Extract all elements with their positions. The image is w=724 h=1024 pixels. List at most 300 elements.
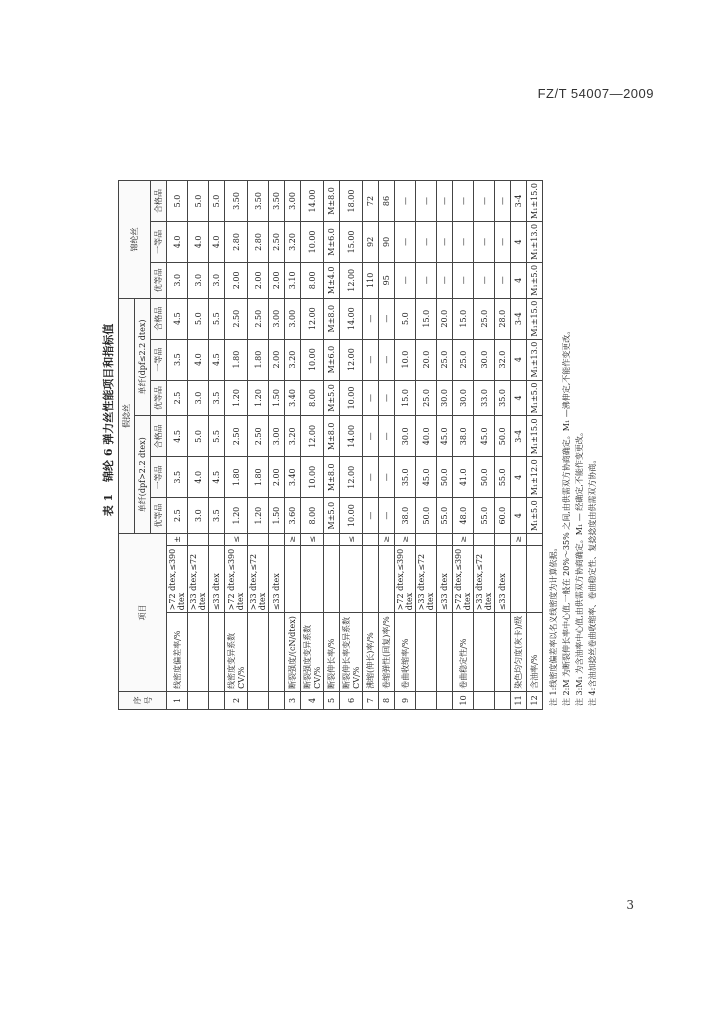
value-cell: — [474,262,495,298]
value-cell: 5.0 [188,416,209,457]
value-cell: 5.0 [395,298,416,339]
value-cell: — [453,181,474,222]
row-seq: 2 [225,691,248,709]
value-cell: 1.50 [269,498,285,534]
row-sign: ≤ [340,534,363,546]
value-cell: 4 [511,221,527,262]
col-false-twist: 假捻丝 [119,298,135,533]
value-cell: — [363,416,379,457]
col-item: 项目 [119,534,167,692]
value-cell: 5.0 [188,181,209,222]
value-cell: — [363,498,379,534]
row-item: 断裂强度/(cN/dtex) [285,613,301,692]
value-cell: 3.00 [285,181,301,222]
value-cell: — [379,498,395,534]
grade-1: 优等品 [151,380,167,416]
value-cell: 55.0 [495,457,511,498]
row-sign: ≤ [225,534,248,546]
value-cell: 3-4 [511,416,527,457]
note-line: 注 3:M₁ 为含油率中心值,由供需双方协商确定。M₁ — 经确定,不能作变更改。 [575,428,584,706]
value-cell: M±8.0 [324,457,340,498]
row-item: 卷缩弹性(回复)率/% [379,613,395,692]
value-cell: 20.0 [416,339,437,380]
value-cell: — [395,262,416,298]
table-row [437,181,453,710]
value-cell: M₁±15.0 [527,298,543,339]
value-cell: 5.0 [209,181,225,222]
row-sub: >72 dtex,≤390 dtex [167,545,188,613]
value-cell: 3.5 [167,339,188,380]
value-cell: 3.20 [285,416,301,457]
row-seq: 6 [340,691,363,709]
value-cell: — [395,181,416,222]
value-cell: M₁±5.0 [527,498,543,534]
value-cell: 3.10 [285,262,301,298]
value-cell: 2.00 [269,262,285,298]
value-cell: 86 [379,181,395,222]
row-sub [324,545,340,613]
value-cell: 25.0 [453,339,474,380]
value-cell: M±8.0 [324,416,340,457]
value-cell: M±6.0 [324,221,340,262]
value-cell: 3.60 [285,498,301,534]
value-cell: — [453,262,474,298]
value-cell: 2.5 [167,498,188,534]
value-cell: 4.0 [188,457,209,498]
value-cell: 4.0 [188,221,209,262]
table-row [379,181,395,710]
value-cell: 3.40 [285,380,301,416]
row-sub: >33 dtex,≤72 dtex [188,545,209,613]
value-cell: — [416,221,437,262]
value-cell: 25.0 [437,339,453,380]
value-cell: 3.50 [225,181,248,222]
row-sub: ≤33 dtex [269,545,285,613]
row-sub: >33 dtex,≤72 dtex [474,545,495,613]
value-cell: — [495,262,511,298]
row-seq [269,691,285,709]
value-cell: — [416,262,437,298]
properties-table [118,180,543,710]
value-cell: — [437,262,453,298]
value-cell: 30.0 [474,339,495,380]
value-cell: 30.0 [395,416,416,457]
value-cell: 25.0 [416,380,437,416]
table-title-text: 锦纶 6 弹力丝性能项目和指标值 [102,323,115,482]
value-cell: 55.0 [437,498,453,534]
row-seq [416,691,437,709]
row-seq: 8 [379,691,395,709]
table-row [511,181,527,710]
value-cell: 55.0 [474,498,495,534]
value-cell: 1.50 [269,380,285,416]
row-item [495,613,511,692]
row-item [474,613,495,692]
value-cell: M₁±5.0 [527,262,543,298]
value-cell: 3.5 [209,380,225,416]
row-seq [248,691,269,709]
value-cell: 3.0 [188,380,209,416]
row-seq: 7 [363,691,379,709]
value-cell: 40.0 [416,416,437,457]
row-sign [363,534,379,546]
value-cell: 35.0 [495,380,511,416]
value-cell: 15.0 [395,380,416,416]
table-row [395,181,416,710]
value-cell: 2.00 [269,457,285,498]
value-cell: — [416,181,437,222]
value-cell: 30.0 [437,380,453,416]
value-cell: 92 [363,221,379,262]
grade-1: 优等品 [151,262,167,298]
row-item: 卷曲收缩率/% [395,613,416,692]
value-cell: 2.50 [248,298,269,339]
value-cell: 4.5 [167,298,188,339]
value-cell: 1.20 [248,380,269,416]
row-item [437,613,453,692]
row-item [248,613,269,692]
row-item: 沸缩(伸长)率/% [363,613,379,692]
value-cell: 45.0 [437,416,453,457]
value-cell: 12.00 [301,298,324,339]
value-cell: 110 [363,262,379,298]
value-cell: 25.0 [474,298,495,339]
value-cell: — [379,416,395,457]
value-cell: 3.5 [209,498,225,534]
value-cell: 45.0 [416,457,437,498]
value-cell: 3.50 [269,181,285,222]
value-cell: 50.0 [495,416,511,457]
row-sign: ± [167,534,188,546]
row-item [188,613,209,692]
value-cell: — [395,221,416,262]
value-cell: 3.00 [269,298,285,339]
value-cell: — [474,221,495,262]
value-cell: 3.0 [188,262,209,298]
table-row [453,181,474,710]
value-cell: 32.0 [495,339,511,380]
row-seq: 9 [395,691,416,709]
row-item: 断裂强度变异系数 CV/% [301,613,324,692]
value-cell: 2.50 [225,416,248,457]
row-sub: >33 dtex,≤72 dtex [416,545,437,613]
row-item: 染色均匀度(灰卡)/级 [511,613,527,692]
value-cell: — [495,181,511,222]
row-seq: 5 [324,691,340,709]
value-cell: 14.00 [340,416,363,457]
value-cell: 2.50 [248,416,269,457]
value-cell: 48.0 [453,498,474,534]
table-row [363,181,379,710]
value-cell: 3.00 [285,298,301,339]
table-row [225,181,248,710]
row-sign [437,534,453,546]
value-cell: 8.00 [301,380,324,416]
table-title-prefix: 表 1 [102,493,115,517]
row-sub: >72 dtex,≤390 dtex [225,545,248,613]
row-sub: >33 dtex,≤72 dtex [248,545,269,613]
value-cell: 3-4 [511,181,527,222]
standard-code: FZ/T 54007—2009 [537,86,654,101]
value-cell: 5.0 [167,181,188,222]
row-sign: ≥ [511,534,527,546]
table-row [301,181,324,710]
value-cell: 1.80 [225,339,248,380]
value-cell: 1.20 [225,380,248,416]
notes [547,130,599,710]
value-cell: 2.00 [248,262,269,298]
value-cell: 3.5 [167,457,188,498]
value-cell: — [379,380,395,416]
value-cell: M₁±13.0 [527,339,543,380]
note-line: 注 1:线密度偏差率以名义线密度为计算依据。 [549,543,558,706]
grade-3: 合格品 [151,181,167,222]
row-sign [474,534,495,546]
row-sign [495,534,511,546]
value-cell: — [363,457,379,498]
rotated-table-canvas [100,130,630,710]
value-cell: 1.80 [248,457,269,498]
table-row [324,181,340,710]
value-cell: M±5.0 [324,380,340,416]
col-low: 单纤(dpf>2.2 dtex) [135,416,151,534]
value-cell: 10.00 [340,498,363,534]
row-sign: ≥ [285,534,301,546]
table-row [340,181,363,710]
value-cell: 41.0 [453,457,474,498]
value-cell: — [379,457,395,498]
value-cell: M₁±15.0 [527,416,543,457]
value-cell: 45.0 [474,416,495,457]
value-cell: 12.00 [340,339,363,380]
table-row [188,181,209,710]
value-cell: 12.00 [340,457,363,498]
row-sign [248,534,269,546]
row-item: 线密度偏差率/% [167,613,188,692]
value-cell: 5.0 [188,298,209,339]
value-cell: 15.0 [453,298,474,339]
value-cell: M±4.0 [324,262,340,298]
value-cell: — [363,339,379,380]
value-cell: 12.00 [340,262,363,298]
value-cell: 90 [379,221,395,262]
value-cell: — [437,181,453,222]
row-seq: 3 [285,691,301,709]
value-cell: 10.0 [395,339,416,380]
row-sub: ≤33 dtex [495,545,511,613]
row-sign: ≥ [379,534,395,546]
value-cell: 1.20 [248,498,269,534]
value-cell: — [379,339,395,380]
value-cell: M₁±5.0 [527,380,543,416]
value-cell: 4 [511,498,527,534]
row-seq: 11 [511,691,527,709]
value-cell: 12.00 [301,416,324,457]
value-cell: 2.80 [248,221,269,262]
value-cell: M₁±13.0 [527,221,543,262]
value-cell: M±8.0 [324,298,340,339]
value-cell: 4.5 [209,339,225,380]
row-seq: 1 [167,691,188,709]
col-seq: 序号 [119,691,167,709]
row-item: 断裂伸长率变异系数 CV/% [340,613,363,692]
value-cell: — [437,221,453,262]
table-row [248,181,269,710]
row-sign: ≤ [301,534,324,546]
value-cell: 35.0 [395,457,416,498]
row-sub: >72 dtex,≤390 dtex [453,545,474,613]
row-sub [340,545,363,613]
value-cell: 2.80 [225,221,248,262]
row-sign [416,534,437,546]
grade-2: 一等品 [151,457,167,498]
value-cell: 20.0 [437,298,453,339]
value-cell: 2.00 [269,339,285,380]
value-cell: 5.5 [209,298,225,339]
value-cell: 10.00 [340,380,363,416]
table-title [100,130,118,710]
value-cell: 15.00 [340,221,363,262]
row-seq: 4 [301,691,324,709]
col-network: 锦纶丝 [119,181,151,299]
value-cell: 1.80 [248,339,269,380]
row-seq [495,691,511,709]
table-row [495,181,511,710]
row-seq [188,691,209,709]
row-item [416,613,437,692]
row-sign [209,534,225,546]
value-cell: 2.50 [269,221,285,262]
row-sub [379,545,395,613]
value-cell: 10.00 [301,457,324,498]
value-cell: 8.00 [301,498,324,534]
value-cell: 3.50 [248,181,269,222]
row-sub: ≤33 dtex [437,545,453,613]
value-cell: 2.00 [225,262,248,298]
value-cell: — [453,221,474,262]
note-line: 注 4:含油加捻丝卷曲收缩率、卷曲稳定性、复捻捻度由供需双方协商。 [588,455,597,706]
row-sub: >72 dtex,≤390 dtex [395,545,416,613]
col-high: 单纤(dpf≤2.2 dtex) [135,298,151,416]
value-cell: 4 [511,339,527,380]
row-sub [527,545,543,613]
grade-3: 合格品 [151,298,167,339]
row-sign [188,534,209,546]
table-row [269,181,285,710]
table-row [527,181,543,710]
value-cell: 28.0 [495,298,511,339]
table-row [474,181,495,710]
row-item [209,613,225,692]
value-cell: 38.0 [453,416,474,457]
row-sub [511,545,527,613]
value-cell: — [495,221,511,262]
row-sign [527,534,543,546]
value-cell: — [363,380,379,416]
value-cell: 1.80 [225,457,248,498]
value-cell: 95 [379,262,395,298]
row-sub [301,545,324,613]
value-cell: — [379,298,395,339]
value-cell: 10.00 [301,221,324,262]
value-cell: 5.5 [209,416,225,457]
value-cell: 14.00 [340,298,363,339]
table-row [416,181,437,710]
value-cell: 60.0 [495,498,511,534]
value-cell: 10.00 [301,339,324,380]
value-cell: 3.20 [285,221,301,262]
row-item: 卷曲稳定性/% [453,613,474,692]
row-sign: ≥ [453,534,474,546]
value-cell: 4.5 [209,457,225,498]
row-sub: ≤33 dtex [209,545,225,613]
value-cell: — [363,298,379,339]
value-cell: 3.0 [209,262,225,298]
value-cell: 3-4 [511,298,527,339]
grade-3: 合格品 [151,416,167,457]
value-cell: 50.0 [416,498,437,534]
row-item: 线密度变异系数 CV/% [225,613,248,692]
row-seq [209,691,225,709]
value-cell: 3.40 [285,457,301,498]
value-cell: 3.20 [285,339,301,380]
value-cell: 50.0 [474,457,495,498]
value-cell: 4 [511,380,527,416]
value-cell: 4 [511,262,527,298]
value-cell: 38.0 [395,498,416,534]
row-sign [269,534,285,546]
row-sign [324,534,340,546]
table-row [167,181,188,710]
value-cell: 8.00 [301,262,324,298]
value-cell: 3.00 [269,416,285,457]
value-cell: M₁±15.0 [527,181,543,222]
value-cell: 4.5 [167,416,188,457]
value-cell: 33.0 [474,380,495,416]
value-cell: M±5.0 [324,498,340,534]
value-cell: 1.20 [225,498,248,534]
value-cell: 72 [363,181,379,222]
value-cell: 3.0 [167,262,188,298]
row-seq: 12 [527,691,543,709]
value-cell: 4.0 [188,339,209,380]
grade-2: 一等品 [151,221,167,262]
grade-1: 优等品 [151,498,167,534]
value-cell: M±6.0 [324,339,340,380]
row-item: 含油率/% [527,613,543,692]
grade-2: 一等品 [151,339,167,380]
value-cell: 14.00 [301,181,324,222]
value-cell: 4.0 [167,221,188,262]
value-cell: 15.0 [416,298,437,339]
value-cell: 18.00 [340,181,363,222]
table-body [167,181,543,710]
row-seq [437,691,453,709]
row-seq: 10 [453,691,474,709]
table-row [285,181,301,710]
value-cell: 2.50 [225,298,248,339]
value-cell: 50.0 [437,457,453,498]
row-sub [285,545,301,613]
value-cell: — [474,181,495,222]
row-sign: ≥ [395,534,416,546]
value-cell: 3.0 [188,498,209,534]
row-item [269,613,285,692]
value-cell: M₁±12.0 [527,457,543,498]
value-cell: M±8.0 [324,181,340,222]
value-cell: 30.0 [453,380,474,416]
row-item: 断裂伸长率/% [324,613,340,692]
